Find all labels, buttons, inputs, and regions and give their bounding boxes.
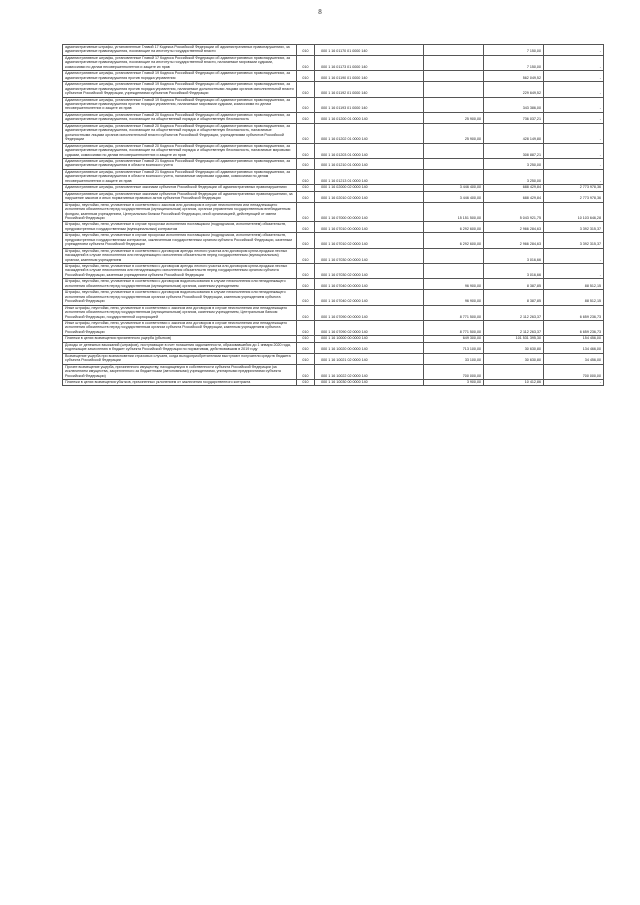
row-executed-cell: 736 037,21 — [484, 112, 544, 123]
revenue-table — [62, 44, 604, 386]
row-executed-cell: 3 016,66 — [484, 264, 544, 279]
table-row — [63, 191, 604, 202]
row-code-cell: 010 — [296, 143, 314, 158]
row-kbk-cell: 000 1 16 07010 00 0000 140 — [315, 222, 424, 233]
row-code-cell: 010 — [296, 233, 314, 248]
row-name-cell: Иные штрафы, неустойки, пени, уплаченные в соответствии с законом или договором в случае неисполнения или ненадлежащего исполнения обязательств перед государственным (муниципальным) органом, казенным учреждением, Центральным банком Российской Федерации, государственной корпорацией — [63, 305, 297, 320]
row-kbk-cell: 000 1 16 07030 02 0000 140 — [315, 264, 424, 279]
row-executed-cell: 2 112 263,37 — [484, 321, 544, 336]
row-code-cell: 010 — [296, 353, 314, 364]
row-approved-cell — [424, 264, 484, 279]
row-name-cell: Доходы от денежных взысканий (штрафов), поступающие в счет погашения задолженности, образовавшейся до 1 января 2020 года, подлежащие зачислению в бюджет субъекта Российской Федерации по нормативам, действовавшим в 2019 году — [63, 342, 297, 353]
row-code-cell: 010 — [296, 364, 314, 379]
row-unexecuted-cell: - — [543, 55, 603, 70]
row-kbk-cell: 000 1 16 07000 00 0000 140 — [315, 202, 424, 222]
row-code-cell: 010 — [296, 123, 314, 143]
table-row — [63, 158, 604, 169]
row-executed-cell: 101 531 395,30 — [484, 336, 544, 342]
row-name-cell: Административные штрафы, установленные Главой 19 Кодекса Российской Федерации об административных правонарушениях, за административные правонарушения против порядка управления, налагаемые мировыми судьями, комиссиями по делам несовершеннолетних и защите их прав — [63, 97, 297, 112]
row-executed-cell: 10 412,86 — [484, 380, 544, 386]
row-name-cell: Штрафы, неустойки, пени, уплаченные в соответствии с законом или договором в случае неисполнения или ненадлежащего исполнения обязательств перед государственным (муниципальным) органом, органом управления государственным внебюджетным фондом, казенным учреждением, Центральным банком Российской Федерации, иной организацией, действующей от имени Российской Федерации — [63, 202, 297, 222]
row-approved-cell — [424, 248, 484, 263]
row-executed-cell: 308 887,21 — [484, 143, 544, 158]
row-kbk-cell: 000 1 16 01190 01 0000 140 — [315, 71, 424, 82]
row-code-cell: 010 — [296, 305, 314, 320]
row-unexecuted-cell: 6 659 236,73 — [543, 305, 603, 320]
row-executed-cell: 2 966 284,63 — [484, 233, 544, 248]
row-kbk-cell: 000 1 16 07040 02 0000 140 — [315, 290, 424, 305]
row-unexecuted-cell: 700 000,00 — [543, 364, 603, 379]
table-row — [63, 112, 604, 123]
row-executed-cell: 5 043 921,75 — [484, 202, 544, 222]
row-approved-cell — [424, 45, 484, 56]
row-unexecuted-cell: - — [543, 158, 603, 169]
row-code-cell: 010 — [296, 169, 314, 184]
row-kbk-cell: 000 1 16 10000 00 0000 140 — [315, 336, 424, 342]
row-code-cell: 010 — [296, 97, 314, 112]
row-name-cell: Штрафы, неустойки, пени, уплаченные в соответствии с договором водопользования в случае неисполнения или ненадлежащего исполнения обязательств перед государственным (муниципальным) органом, казенным учреждением — [63, 279, 297, 290]
row-code-cell: 010 — [296, 71, 314, 82]
row-name-cell: Прочее возмещение ущерба, причиненного имуществу, находящемуся в собственности субъекта Российской Федерации (за исключением имущества, закрепленного за бюджетными (автономными) учреждениями, унитарными предприятиями субъекта Российской Федерации) — [63, 364, 297, 379]
row-unexecuted-cell: 88 512,15 — [543, 279, 603, 290]
row-executed-cell: 30 630,80 — [484, 342, 544, 353]
row-name-cell: Административные штрафы, установленные законами субъектов Российской Федерации об административных правонарушениях — [63, 185, 297, 191]
row-unexecuted-cell: 134 466,00 — [543, 342, 603, 353]
row-code-cell: 010 — [296, 248, 314, 263]
row-unexecuted-cell: - — [543, 380, 603, 386]
row-unexecuted-cell: - — [543, 97, 603, 112]
row-kbk-cell: 000 1 16 01213 01 0000 140 — [315, 169, 424, 184]
row-code-cell: 010 — [296, 112, 314, 123]
row-kbk-cell: 000 1 16 01210 01 0000 140 — [315, 158, 424, 169]
row-unexecuted-cell: 34 456,00 — [543, 353, 603, 364]
row-code-cell: 010 — [296, 191, 314, 202]
row-unexecuted-cell: - — [543, 169, 603, 184]
row-kbk-cell: 000 1 16 07090 00 0000 140 — [315, 305, 424, 320]
table-row — [63, 143, 604, 158]
row-approved-cell: 6 292 600,00 — [424, 233, 484, 248]
row-kbk-cell: 000 1 16 07010 02 0000 140 — [315, 233, 424, 248]
table-row — [63, 202, 604, 222]
row-code-cell: 010 — [296, 55, 314, 70]
row-approved-cell: 15 151 500,00 — [424, 202, 484, 222]
row-approved-cell — [424, 143, 484, 158]
row-approved-cell: 3 446 400,00 — [424, 191, 484, 202]
row-executed-cell: 8 387,85 — [484, 290, 544, 305]
row-kbk-cell: 000 1 16 01193 01 0000 140 — [315, 97, 424, 112]
table-row — [63, 342, 604, 353]
row-name-cell: Административные штрафы, установленные законами субъектов Российской Федерации об административных правонарушениях, за нарушение законов и иных нормативных правовых актов субъектов Российской Федерации — [63, 191, 297, 202]
row-name-cell: Штрафы, неустойки, пени, уплаченные в случае просрочки исполнения поставщиком (подрядчиком, исполнителем) обязательств, предусмотренных государственным (муниципальным) контрактом — [63, 222, 297, 233]
row-executed-cell: 30 630,80 — [484, 353, 544, 364]
row-kbk-cell: 000 1 16 10020 00 0000 140 — [315, 342, 424, 353]
row-code-cell: 010 — [296, 185, 314, 191]
row-code-cell: 010 — [296, 336, 314, 342]
row-code-cell: 010 — [296, 279, 314, 290]
row-approved-cell: 649 300,00 — [424, 336, 484, 342]
row-unexecuted-cell: 2 773 978,36 — [543, 191, 603, 202]
row-executed-cell — [484, 364, 544, 379]
row-name-cell: Административные штрафы, установленные Главой 21 Кодекса Российской Федерации об административных правонарушениях, за административные правонарушения в области воинского учета, налагаемые мировыми судьями, комиссиями по делам несовершеннолетних и защите их прав — [63, 169, 297, 184]
row-approved-cell: 8 771 500,00 — [424, 321, 484, 336]
row-name-cell: Административные штрафы, установленные Главой 20 Кодекса Российской Федерации об административных правонарушениях, за административные правонарушения, посягающие на общественный порядок и общественную безопасность, налагаемые должностными лицами органов исполнительной власти субъектов Российской Федерации, учреждениями субъектов Российской Федерации — [63, 123, 297, 143]
row-code-cell: 010 — [296, 380, 314, 386]
row-executed-cell: 562 049,52 — [484, 71, 544, 82]
row-approved-cell — [424, 158, 484, 169]
row-name-cell: Административные штрафы, установленные Главой 19 Кодекса Российской Федерации об административных правонарушениях, за административные правонарушения против порядка управления — [63, 71, 297, 82]
row-unexecuted-cell: - — [543, 143, 603, 158]
row-kbk-cell: 000 1 16 02010 02 0000 140 — [315, 191, 424, 202]
row-approved-cell: 96 900,00 — [424, 290, 484, 305]
table-row — [63, 233, 604, 248]
table-row — [63, 248, 604, 263]
table-row — [63, 71, 604, 82]
row-executed-cell: 343 386,00 — [484, 97, 544, 112]
row-kbk-cell: 000 1 16 01170 01 0000 140 — [315, 45, 424, 56]
row-kbk-cell: 000 1 16 01203 01 0000 140 — [315, 143, 424, 158]
row-executed-cell: 3 250,00 — [484, 169, 544, 184]
row-name-cell: Штрафы, неустойки, пени, уплаченные в случае просрочки исполнения поставщиком (подрядчиком, исполнителем) обязательств, предусмотренных государственным контрактом, заключенным государственным органом субъекта Российской Федерации, казенным учреждением субъекта Российской Федерации — [63, 233, 297, 248]
row-kbk-cell: 000 1 16 01200 01 0000 140 — [315, 112, 424, 123]
row-name-cell: Иные штрафы, неустойки, пени, уплаченные в соответствии с законом или договором в случае неисполнения или ненадлежащего исполнения обязательств перед государственным органом субъекта Российской Федерации, казенным учреждением субъекта Российской Федерации — [63, 321, 297, 336]
row-approved-cell: 713 100,00 — [424, 342, 484, 353]
row-code-cell: 010 — [296, 158, 314, 169]
table-row — [63, 82, 604, 97]
row-approved-cell — [424, 97, 484, 112]
row-code-cell: 010 — [296, 45, 314, 56]
row-code-cell: 010 — [296, 342, 314, 353]
row-name-cell: Возмещение ущерба при возникновении страховых случаев, когда выгодоприобретателями выступают получатели средств бюджета субъекта Российской Федерации — [63, 353, 297, 364]
row-approved-cell: 8 771 500,00 — [424, 305, 484, 320]
table-row — [63, 353, 604, 364]
row-unexecuted-cell: - — [543, 112, 603, 123]
row-unexecuted-cell: - — [543, 264, 603, 279]
row-name-cell: Административные штрафы, установленные Главой 19 Кодекса Российской Федерации об административных правонарушениях, за административные правонарушения против порядка управления, налагаемые должностными лицами органов исполнительной власти субъектов Российской Федерации, учреждениями субъектов Российской Федерации — [63, 82, 297, 97]
row-code-cell: 010 — [296, 264, 314, 279]
row-name-cell: Платежи в целях возмещения причиненного ущерба (убытков) — [63, 336, 297, 342]
row-executed-cell: 229 649,52 — [484, 82, 544, 97]
row-unexecuted-cell: - — [543, 82, 603, 97]
table-row — [63, 169, 604, 184]
row-unexecuted-cell: - — [543, 248, 603, 263]
row-kbk-cell: 000 1 16 10022 02 0000 140 — [315, 364, 424, 379]
row-executed-cell: 8 387,85 — [484, 279, 544, 290]
row-executed-cell: 7 150,00 — [484, 55, 544, 70]
page-number: 8 — [318, 8, 322, 16]
row-name-cell: Штрафы, неустойки, пени, уплаченные в соответствии с договором аренды лесного участка или договором купли-продажи лесных насаждений в случае неисполнения или ненадлежащего исполнения обязательств перед государственным органом субъекта Российской Федерации, казенным учреждением субъекта Российской Федерации — [63, 264, 297, 279]
row-kbk-cell: 000 1 16 01192 01 0000 140 — [315, 82, 424, 97]
row-approved-cell: 3 446 400,00 — [424, 185, 484, 191]
table-row — [63, 321, 604, 336]
row-approved-cell — [424, 169, 484, 184]
row-executed-cell: 688 429,84 — [484, 191, 544, 202]
row-approved-cell: 25 900,00 — [424, 112, 484, 123]
row-executed-cell: 3 016,66 — [484, 248, 544, 263]
row-approved-cell: 25 900,00 — [424, 123, 484, 143]
row-name-cell: Штрафы, неустойки, пени, уплаченные в соответствии с договором водопользования в случае неисполнения или ненадлежащего исполнения обязательств перед государственным органом субъекта Российской Федерации, казенным учреждением субъекта Российской Федерации — [63, 290, 297, 305]
row-code-cell: 010 — [296, 222, 314, 233]
row-executed-cell: 7 150,00 — [484, 45, 544, 56]
row-name-cell: Административные штрафы, установленные Главой 21 Кодекса Российской Федерации об административных правонарушениях, за административные правонарушения в области воинского учета — [63, 158, 297, 169]
row-kbk-cell: 000 1 16 07040 00 0000 140 — [315, 279, 424, 290]
row-name-cell: Штрафы, неустойки, пени, уплаченные в соответствии с договором аренды лесного участка или договором купли-продажи лесных насаждений в случае неисполнения или ненадлежащего исполнения обязательств перед государственным (муниципальным) органом, казенным учреждением — [63, 248, 297, 263]
row-code-cell: 010 — [296, 290, 314, 305]
row-executed-cell: 688 429,84 — [484, 185, 544, 191]
row-kbk-cell: 000 1 16 07030 00 0000 140 — [315, 248, 424, 263]
row-name-cell: административные штрафы, установленные Главой 17 Кодекса Российской Федерации об административных правонарушениях, за административные правонарушения, посягающие на институты государственной власти — [63, 45, 297, 56]
table-row — [63, 380, 604, 386]
row-approved-cell — [424, 82, 484, 97]
row-unexecuted-cell: 3 392 315,37 — [543, 222, 603, 233]
row-kbk-cell: 000 1 16 02000 02 0000 140 — [315, 185, 424, 191]
table-row — [63, 290, 604, 305]
table-row — [63, 364, 604, 379]
table-row — [63, 45, 604, 56]
row-approved-cell: 3 900,00 — [424, 380, 484, 386]
row-name-cell: Административные штрафы, установленные Главой 20 Кодекса Российской Федерации об административных правонарушениях, за административные правонарушения, посягающие на общественный порядок и общественную безопасность, налагаемые мировыми судьями, комиссиями по делам несовершеннолетних и защите их прав — [63, 143, 297, 158]
row-approved-cell: 700 000,00 — [424, 364, 484, 379]
row-unexecuted-cell: - — [543, 71, 603, 82]
row-code-cell: 010 — [296, 202, 314, 222]
row-unexecuted-cell: 6 659 236,73 — [543, 321, 603, 336]
row-unexecuted-cell: 88 512,15 — [543, 290, 603, 305]
row-unexecuted-cell: 10 103 646,28 — [543, 202, 603, 222]
table-row — [63, 222, 604, 233]
row-approved-cell: 96 900,00 — [424, 279, 484, 290]
table-row — [63, 123, 604, 143]
row-unexecuted-cell: - — [543, 45, 603, 56]
row-kbk-cell: 000 1 16 07090 02 0000 140 — [315, 321, 424, 336]
table-row — [63, 279, 604, 290]
row-executed-cell: 2 112 263,37 — [484, 305, 544, 320]
row-kbk-cell: 000 1 16 10021 02 0000 140 — [315, 353, 424, 364]
row-code-cell: 010 — [296, 82, 314, 97]
row-unexecuted-cell: - — [543, 123, 603, 143]
row-approved-cell — [424, 55, 484, 70]
row-approved-cell: 6 292 600,00 — [424, 222, 484, 233]
row-code-cell: 010 — [296, 321, 314, 336]
table-row — [63, 55, 604, 70]
row-unexecuted-cell: 3 392 315,37 — [543, 233, 603, 248]
row-executed-cell: 428 149,80 — [484, 123, 544, 143]
row-name-cell: Платежи в целях возмещения убытков, причиненных уклонением от заключения государственного контракта — [63, 380, 297, 386]
row-executed-cell: 2 966 284,63 — [484, 222, 544, 233]
row-kbk-cell: 000 1 16 01173 01 0000 140 — [315, 55, 424, 70]
table-row — [63, 305, 604, 320]
row-executed-cell: 3 250,00 — [484, 158, 544, 169]
row-name-cell: Административные штрафы, установленные Главой 20 Кодекса Российской Федерации об административных правонарушениях, за административные правонарушения, посягающие на общественный порядок и общественную безопасность — [63, 112, 297, 123]
row-kbk-cell: 000 1 16 10030 00 0000 140 — [315, 380, 424, 386]
row-name-cell: Административные штрафы, установленные Главой 17 Кодекса Российской Федерации об административных правонарушениях, за административные правонарушения, посягающие на институты государственной власти, налагаемые мировыми судьями, комиссиями по делам несовершеннолетних и защите их прав — [63, 55, 297, 70]
row-approved-cell — [424, 71, 484, 82]
row-unexecuted-cell: 2 773 978,36 — [543, 185, 603, 191]
table-row — [63, 264, 604, 279]
row-kbk-cell: 000 1 16 01202 01 0000 140 — [315, 123, 424, 143]
row-unexecuted-cell: 154 456,00 — [543, 336, 603, 342]
row-approved-cell: 33 100,00 — [424, 353, 484, 364]
table-row — [63, 97, 604, 112]
